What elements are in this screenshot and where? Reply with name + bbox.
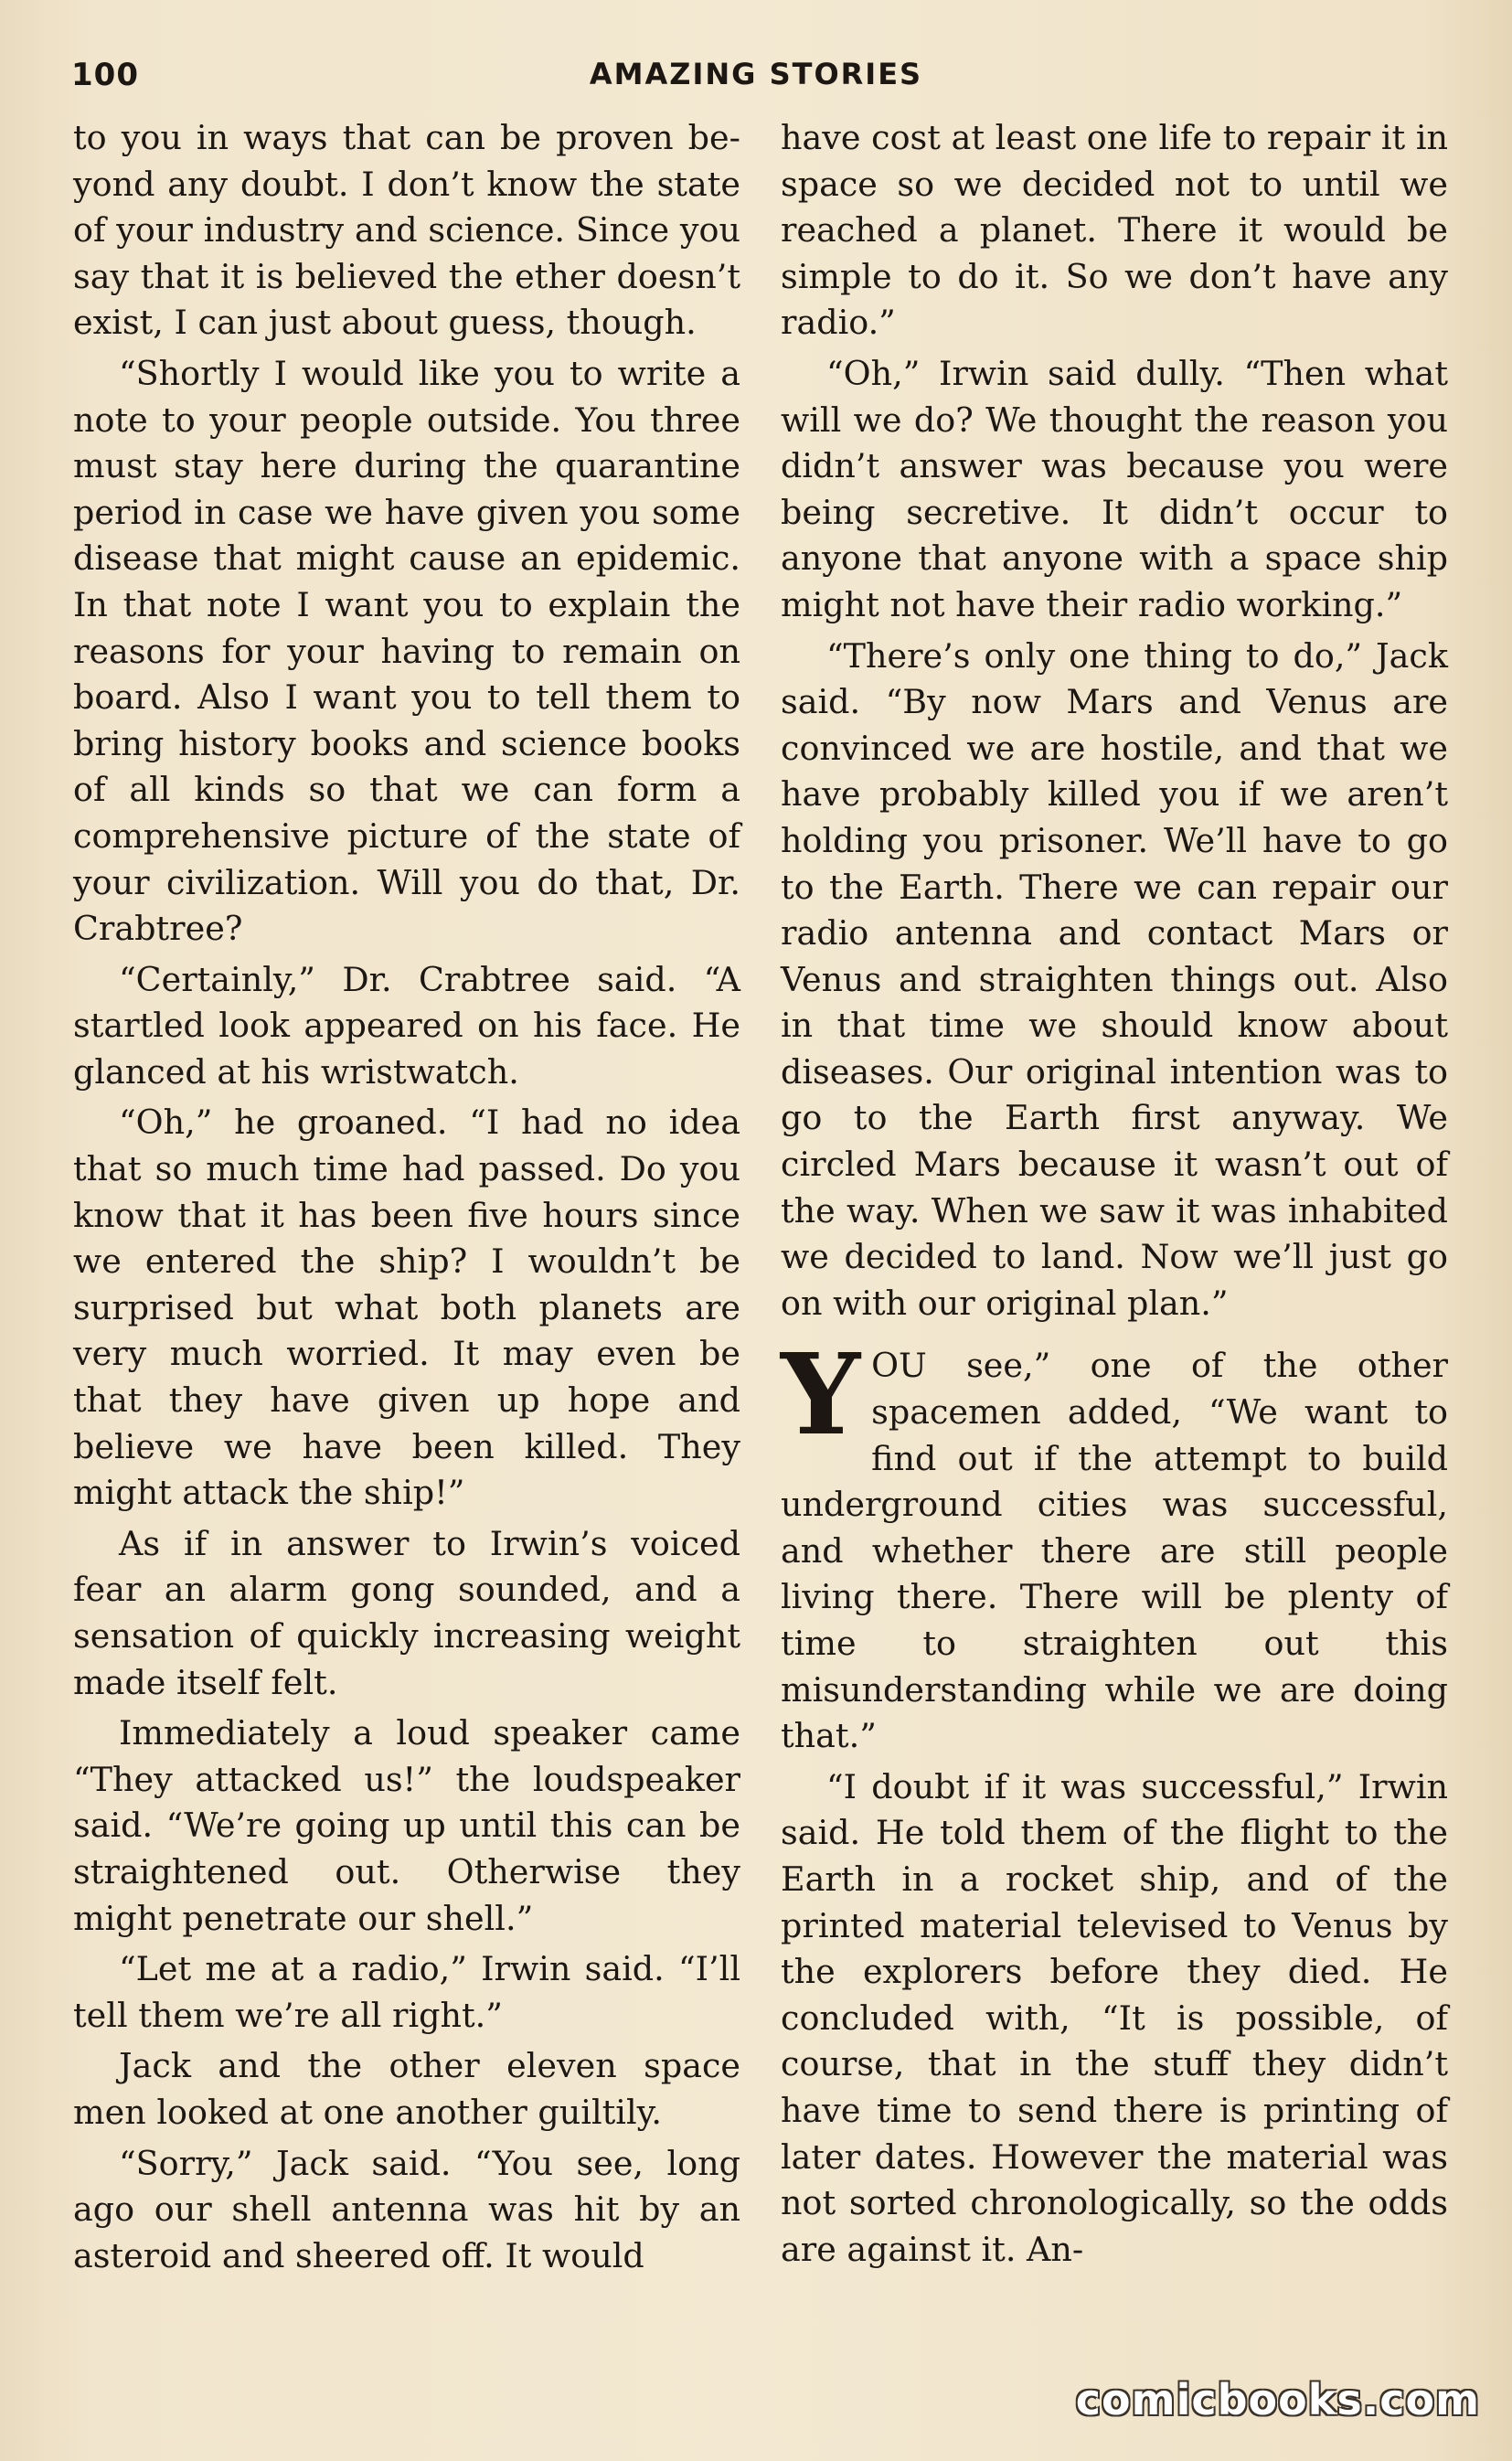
- paragraph: to you in ways that can be proven beyond any doubt. I don’t know the state of your industry and science. Since you say that it is believed the ether doesn’t exist, I can just about guess, though.: [73, 118, 740, 343]
- paragraph: As if in answer to Irwin’s voiced fear an alarm gong sounded, and a sensation of quickly increasing weight made itself felt.: [73, 1523, 740, 1702]
- section-start-paragraph: [781, 1328, 1448, 1759]
- paragraph: “Certainly,” Dr. Crabtree said. “A startled look appeared on his face. He glanced at his wristwatch.: [73, 959, 740, 1092]
- running-title: AMAZING STORIES: [589, 57, 923, 91]
- paragraph: “Oh,” he groaned. “I had no idea that so much time had passed. Do you know that it has been five hours since we entered the ship? I wouldn’t be surprised but what both planets are very much worried. It may even be that they have given up hope and believe we have been killed. They might attack the ship!”: [73, 1103, 740, 1513]
- paragraph: “Let me at a radio,” Irwin said. “I’ll tell them we’re all right.”: [73, 1949, 740, 2035]
- paragraph-text: OU see,” one of the other spacemen added, “We want to find out if the attempt to build underground cities was successful, and whether there are still people living there. There will be plenty of time to straighten out this misunderstanding while we are doing that.”: [781, 1346, 1448, 1756]
- paragraph: “There’s only one thing to do,” Jack said. “By now Mars and Venus are convinced we are hostile, and that we have probably killed you if we aren’t holding you prisoner. We’ll have to go to the Earth. There we can repair our radio antenna and contact Mars or Venus and straighten things out. Also in that time we should know about diseases. Our original intention was to go to the Earth first anyway. We circled Mars because it wasn’t out of the way. When we saw it was inhabited we decided to land. Now we’ll just go on with our original plan.”: [781, 635, 1448, 1323]
- drop-cap: Y: [781, 1328, 861, 1461]
- page-number: 100: [71, 57, 139, 93]
- paragraph: “I doubt if it was successful,” Irwin said. He told them of the flight to the Earth in a rocket ship, and of the printed material televised to Venus by the explorers before they died. He concluded with, “It is possible, of course, that in the stuff they didn’t have time to send there is printing of later dates. However the material was not sorted chronologically, so the odds are against it. An-: [781, 1766, 1448, 2269]
- paragraph: “Sorry,” Jack said. “You see, long ago our shell antenna was hit by an asteroid and sheered off. It would: [73, 2143, 740, 2275]
- paragraph: have cost at least one life to repair it in space so we decided not to until we reached a planet. There it would be simple to do it. So we don’t have any radio.”: [781, 118, 1448, 343]
- site-watermark: comicbooks.com: [1075, 2375, 1480, 2424]
- page-header: [71, 57, 1441, 102]
- paragraph: Immediately a loud speaker came “They attacked us!” the loudspeaker said. “We’re going up until this can be straightened out. Otherwise they might penetrate our shell.”: [73, 1713, 740, 1938]
- right-column: [781, 115, 1448, 2277]
- left-column: [73, 115, 740, 2284]
- paragraph: Jack and the other eleven space men looked at one another guiltily.: [73, 2046, 740, 2132]
- paragraph: “Shortly I would like you to write a note to your people outside. You three must stay here during the quarantine period in case we have given you some disease that might cause an epidemic. In that note I want you to explain the reasons for your having to remain on board. Also I want you to tell them to bring history books and science books of all kinds so that we can form a comprehensive picture of the state of your civilization. Will you do that, Dr. Crabtree?: [73, 353, 740, 949]
- paragraph: “Oh,” Irwin said dully. “Then what will we do? We thought the reason you didn’t answer was because you were being secretive. It didn’t occur to anyone that anyone with a space ship might not have their radio working.”: [781, 353, 1448, 624]
